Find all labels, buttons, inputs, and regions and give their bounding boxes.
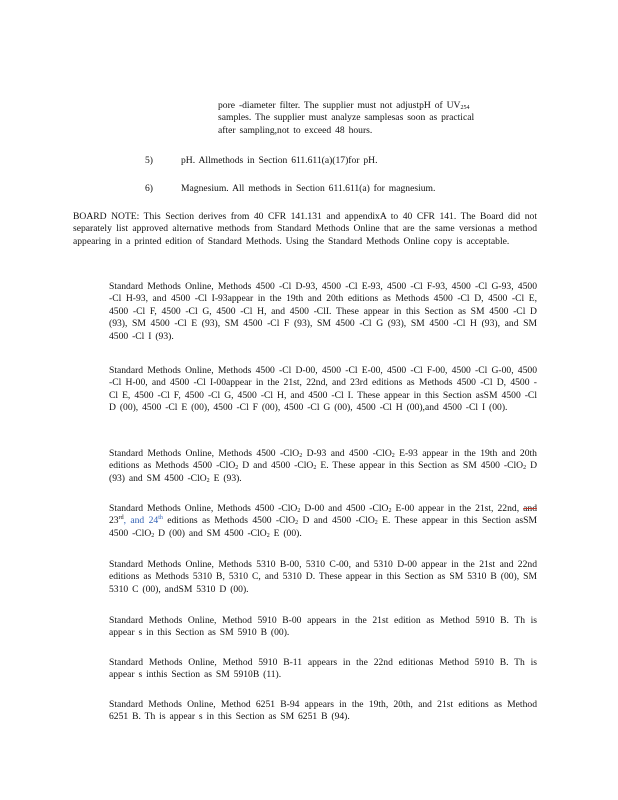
methods-paragraph-2: Standard Methods Online, Methods 4500 -Cl D-00, 4500 -Cl E-00, 4500 -Cl F-00, 4500 -Cl G-00, 4500 -Cl H-00, and 4500 -Cl I-00appear in the 21st, 22nd, and 23rd editions as Methods 4500 -Cl D, 4500 -Cl E, 4500 -Cl F, 4500 -Cl G, 4500 -Cl H, and 4500 -Cl I. These appear in this Section asSM 4500 -Cl D (00), 4500 -Cl E (00), 4500 -Cl F (00), 4500 -Cl G (00), 4500 -Cl H (00),and 4500 -Cl I (00). [109,365,537,414]
methods-paragraph-3: Standard Methods Online, Methods 4500 -ClO$_2$ D-93 and 4500 -ClO$_2$ E-93 appear in the 19th and 20th editions as Methods 4500 -ClO$_2$ D and 4500 -ClO$_2$ E. These appear in this Section as SM 4500 -ClO$_2$ D (93) and SM 4500 -ClO$_2$ E (93). [109,448,538,484]
item-text: pH. Allmethods in Section 611.611(a)(17)for pH. [181,155,378,166]
methods-paragraph-7: Standard Methods Online, Method 5910 B-11 appears in the 22nd editionas Method 5910 B. Th is appear s inthis Section as SM 5910B (11). [109,657,537,681]
methods-paragraph-8: Standard Methods Online, Method 6251 B-94 appears in the 19th, 20th, and 21st editions as Method 6251 B. Th is appear s in this Section as SM 6251 B (94). [109,699,537,723]
pore-line-3: after sampling,not to exceed 48 hours. [218,124,373,136]
item-number: 6) [145,183,153,194]
pore-line-1: pore -diameter filter. The supplier must not adjustpH of $UV_{254}$ [218,100,470,111]
list-item-5 [0,155,618,169]
inserted-text: , and 24th [123,515,163,527]
list-item-6 [0,183,618,197]
board-note: BOARD NOTE: This Section derives from 40 CFR 141.131 and appendixA to 40 CFR 141. The Board did not separately list approved alternative methods from Standard Methods Online that are the same versionas a method appearing in a printed edition of Standard Methods. Using the Standard Methods Online copy is acceptable. [73,211,537,247]
methods-paragraph-5: Standard Methods Online, Methods 5310 B-00, 5310 C-00, and 5310 D-00 appear in the 21st and 22nd editions as Methods 5310 B, 5310 C, and 5310 D. These appear in this Section as SM 5310 B (00), SM 5310 C (00), andSM 5310 D (00). [109,559,537,595]
methods-paragraph-1: Standard Methods Online, Methods 4500 -Cl D-93, 4500 -Cl E-93, 4500 -Cl F-93, 4500 -Cl G-93, 4500 -Cl H-93, and 4500 -Cl I-93appear in the 19th and 20th editions as Methods 4500 -Cl D, 4500 -Cl E, 4500 -Cl F, 4500 -Cl G, 4500 -Cl H, and 4500 -ClI. These appear in this Section as SM 4500 -Cl D (93), SM 4500 -Cl E (93), SM 4500 -Cl F (93), SM 4500 -Cl G (93), SM 4500 -Cl H (93), and SM 4500 -Cl I (93). [109,281,537,342]
item-number: 5) [145,155,153,166]
item-text: Magnesium. All methods in Section 611.611(a) for magnesium. [181,183,436,194]
methods-paragraph-6: Standard Methods Online, Method 5910 B-00 appears in the 21st edition as Method 5910 B. Th is appear s in this Section as SM 5910 B (00). [109,615,537,639]
methods-paragraph-4: Standard Methods Online, Methods 4500 -ClO$_2$ D-00 and 4500 -ClO$_2$ E-00 appear in the 21st, 22nd, and 23rd, and 24th editions as Methods 4500 -ClO$_2$ D and 4500 -ClO$_2$ E. These appear in this Section asSM 4500 -ClO$_2$ D (00) and SM 4500 -ClO$_2$ E (00). [109,503,537,539]
deleted-text: and [523,503,537,514]
pore-line-2: samples. The supplier must analyze samplesas soon as practical [218,112,475,124]
pore-filter-paragraph [218,100,528,137]
